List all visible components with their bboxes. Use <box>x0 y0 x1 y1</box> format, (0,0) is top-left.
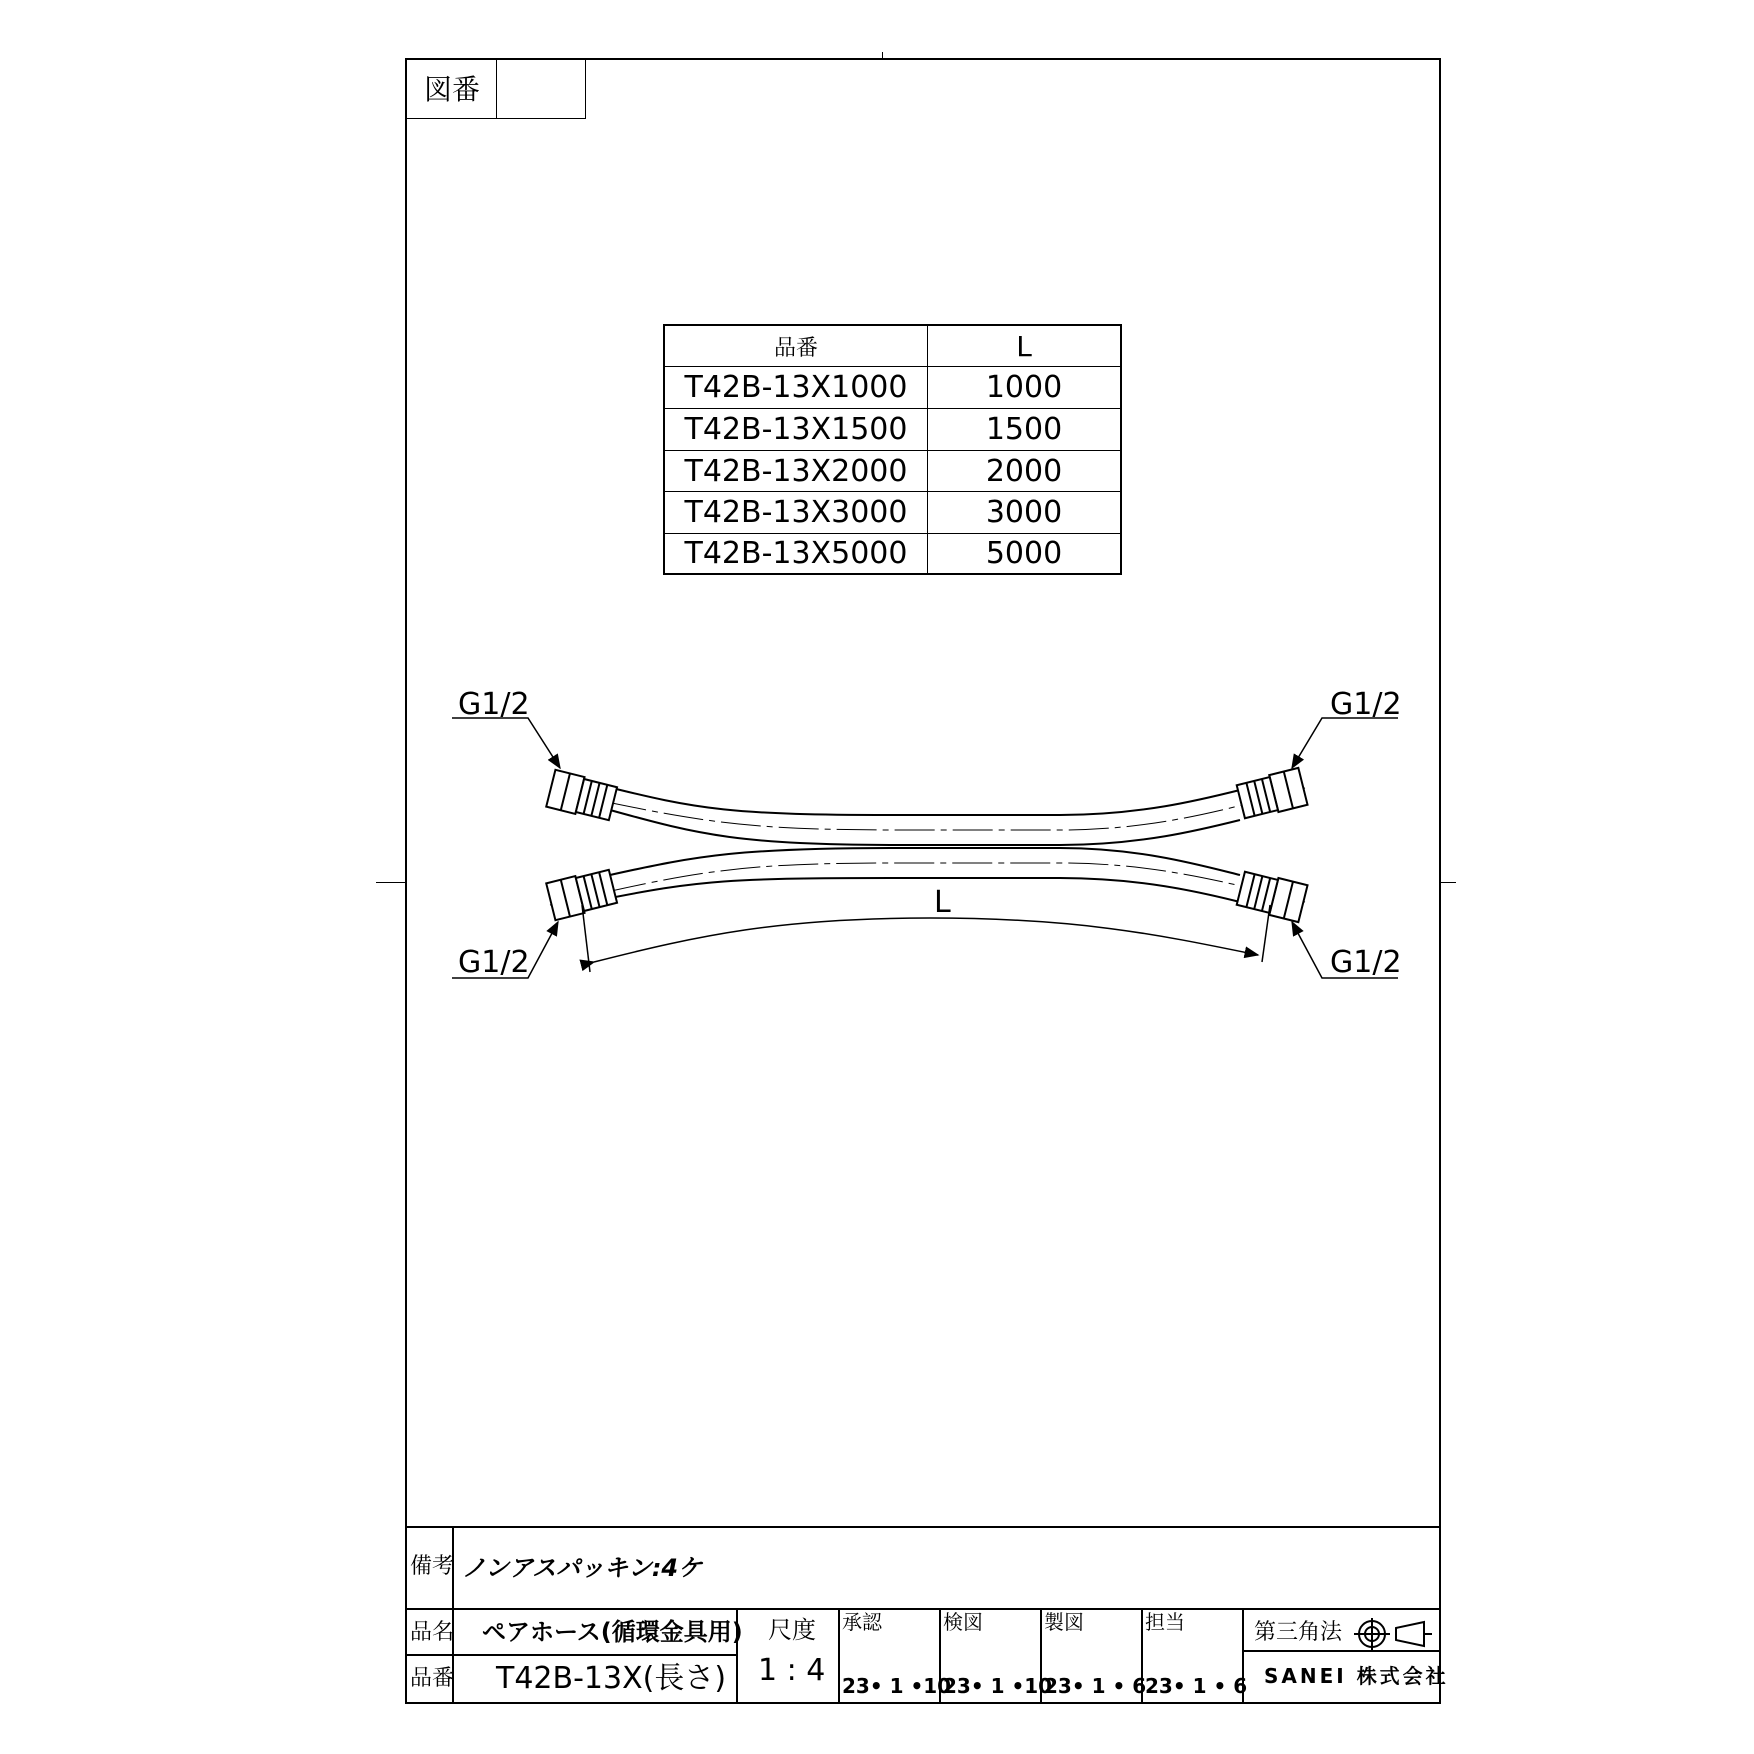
remarks-label: 備考 <box>410 1554 455 1579</box>
dimension-line-l <box>594 918 1258 962</box>
fitting-bottom-right <box>1236 870 1307 922</box>
table-header-length: L <box>928 326 1120 367</box>
thread-label-top-right: G1/2 <box>1330 687 1402 722</box>
thread-label-bottom-left: G1/2 <box>458 945 530 980</box>
projection-label: 第三角法 <box>1254 1620 1343 1645</box>
fitting-top-left <box>546 770 617 822</box>
name-label: 品名 <box>410 1620 455 1645</box>
leader-top-right <box>1292 718 1398 768</box>
scale-value: 1 : 4 <box>758 1653 826 1688</box>
dimension-extension-right <box>1262 905 1270 962</box>
third-angle-projection-icon <box>1346 1614 1446 1654</box>
part-label: 品番 <box>410 1666 455 1691</box>
scale-label: 尺度 <box>768 1616 816 1644</box>
leader-top-left <box>452 718 560 768</box>
title-block-mid-border <box>406 1608 1439 1610</box>
name-value: ペアホース(循環金具用) <box>482 1618 743 1646</box>
approved-date: 23• 1 •10 <box>842 1674 952 1698</box>
charge-date: 23• 1 • 6 <box>1145 1674 1248 1698</box>
drawn-date: 23• 1 • 6 <box>1044 1674 1147 1698</box>
thread-label-bottom-right: G1/2 <box>1330 945 1402 980</box>
company-name: SANEI 株式会社 <box>1264 1664 1449 1688</box>
approved-label: 承認 <box>842 1610 882 1634</box>
title-block <box>406 1526 1449 1702</box>
table-row-part: T42B-13X2000 <box>665 451 928 492</box>
table-row-length: 2000 <box>928 451 1120 492</box>
upper-hose-outline <box>600 785 1240 815</box>
lower-hose-centerline <box>550 863 1305 905</box>
scale-approval-divider <box>838 1608 840 1702</box>
part-value: T42B-13X(長さ) <box>496 1661 727 1696</box>
fitting-top-right <box>1236 768 1307 820</box>
table-row-part: T42B-13X5000 <box>665 534 928 573</box>
drawn-label: 製図 <box>1044 1610 1084 1634</box>
lower-hose-outline <box>600 878 1240 902</box>
charge-label: 担当 <box>1145 1610 1185 1634</box>
table-row-length: 1500 <box>928 409 1120 451</box>
length-label: L <box>934 885 951 920</box>
table-row-part: T42B-13X1000 <box>665 367 928 409</box>
thread-label-top-left: G1/2 <box>458 687 530 722</box>
remarks-value: ノンアスパッキン:4ケ <box>462 1554 703 1582</box>
table-row-length: 5000 <box>985 536 1063 571</box>
table-row-part: T42B-13X3000 <box>665 492 928 534</box>
fitting-bottom-left <box>546 868 617 920</box>
dimension-extension-left <box>582 905 590 972</box>
checked-label: 検図 <box>943 1610 983 1634</box>
title-block-top-border <box>406 1526 1439 1528</box>
name-part-divider <box>406 1654 736 1656</box>
lower-hose-outline <box>610 848 1240 875</box>
table-header-part: 品番 <box>665 326 928 367</box>
table-row-length: 1000 <box>928 367 1120 409</box>
checked-date: 23• 1 •10 <box>943 1674 1053 1698</box>
drawing-number-label: 図番 <box>424 73 481 106</box>
table-row-part: T42B-13X1500 <box>665 409 928 451</box>
table-row-length: 3000 <box>928 492 1120 534</box>
